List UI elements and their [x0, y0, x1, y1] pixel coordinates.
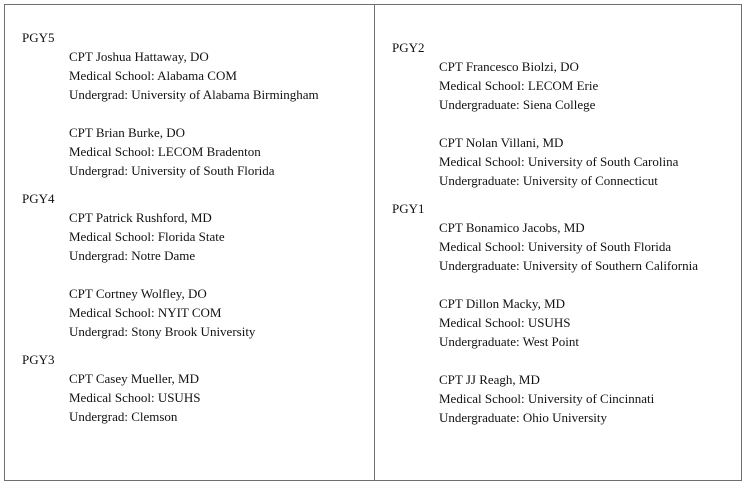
year-group-pgy4 [22, 189, 374, 341]
undergrad: Undergraduate: University of Connecticut [439, 173, 658, 188]
resident-name: CPT Cortney Wolfley, DO [69, 286, 207, 301]
undergrad: Undergrad: University of Alabama Birmingham [69, 87, 319, 102]
year-heading: PGY2 [392, 40, 425, 55]
resident-entry [22, 369, 374, 426]
year-group-pgy5 [22, 28, 374, 180]
resident-entry [392, 370, 741, 427]
resident-entry [392, 294, 741, 351]
year-heading: PGY3 [22, 352, 55, 367]
resident-name: CPT Casey Mueller, MD [69, 371, 199, 386]
resident-entry [22, 47, 374, 104]
right-column [375, 5, 741, 480]
undergrad: Undergraduate: University of Southern California [439, 258, 698, 273]
resident-entry [22, 208, 374, 265]
resident-name: CPT Bonamico Jacobs, MD [439, 220, 585, 235]
resident-name: CPT Joshua Hattaway, DO [69, 49, 209, 64]
year-group-pgy3 [22, 350, 374, 426]
undergrad: Undergrad: Notre Dame [69, 248, 196, 263]
year-group-pgy2 [392, 38, 741, 190]
year-heading: PGY5 [22, 30, 55, 45]
undergrad: Undergrad: University of South Florida [69, 163, 275, 178]
resident-name: CPT Brian Burke, DO [69, 125, 186, 140]
medical-school: Medical School: NYIT COM [69, 305, 222, 320]
resident-name: CPT JJ Reagh, MD [439, 372, 540, 387]
medical-school: Medical School: University of Cincinnati [439, 391, 655, 406]
medical-school: Medical School: Florida State [69, 229, 225, 244]
undergrad: Undergraduate: Siena College [439, 97, 596, 112]
resident-entry [22, 123, 374, 180]
year-heading: PGY4 [22, 191, 55, 206]
resident-name: CPT Patrick Rushford, MD [69, 210, 212, 225]
year-group-pgy1 [392, 199, 741, 427]
resident-entry [392, 133, 741, 190]
medical-school: Medical School: Alabama COM [69, 68, 237, 83]
medical-school: Medical School: University of South Florida [439, 239, 672, 254]
medical-school: Medical School: USUHS [439, 315, 571, 330]
medical-school: Medical School: USUHS [69, 390, 201, 405]
medical-school: Medical School: LECOM Bradenton [69, 144, 261, 159]
resident-name: CPT Francesco Biolzi, DO [439, 59, 579, 74]
undergrad: Undergrad: Stony Brook University [69, 324, 256, 339]
residents-table [4, 4, 742, 481]
resident-entry [22, 284, 374, 341]
undergrad: Undergrad: Clemson [69, 409, 178, 424]
undergrad: Undergraduate: Ohio University [439, 410, 607, 425]
resident-name: CPT Dillon Macky, MD [439, 296, 566, 311]
resident-entry [392, 218, 741, 275]
resident-name: CPT Nolan Villani, MD [439, 135, 564, 150]
year-heading: PGY1 [392, 201, 425, 216]
medical-school: Medical School: LECOM Erie [439, 78, 599, 93]
undergrad: Undergraduate: West Point [439, 334, 580, 349]
left-column [5, 5, 375, 480]
resident-entry [392, 57, 741, 114]
medical-school: Medical School: University of South Carolina [439, 154, 679, 169]
